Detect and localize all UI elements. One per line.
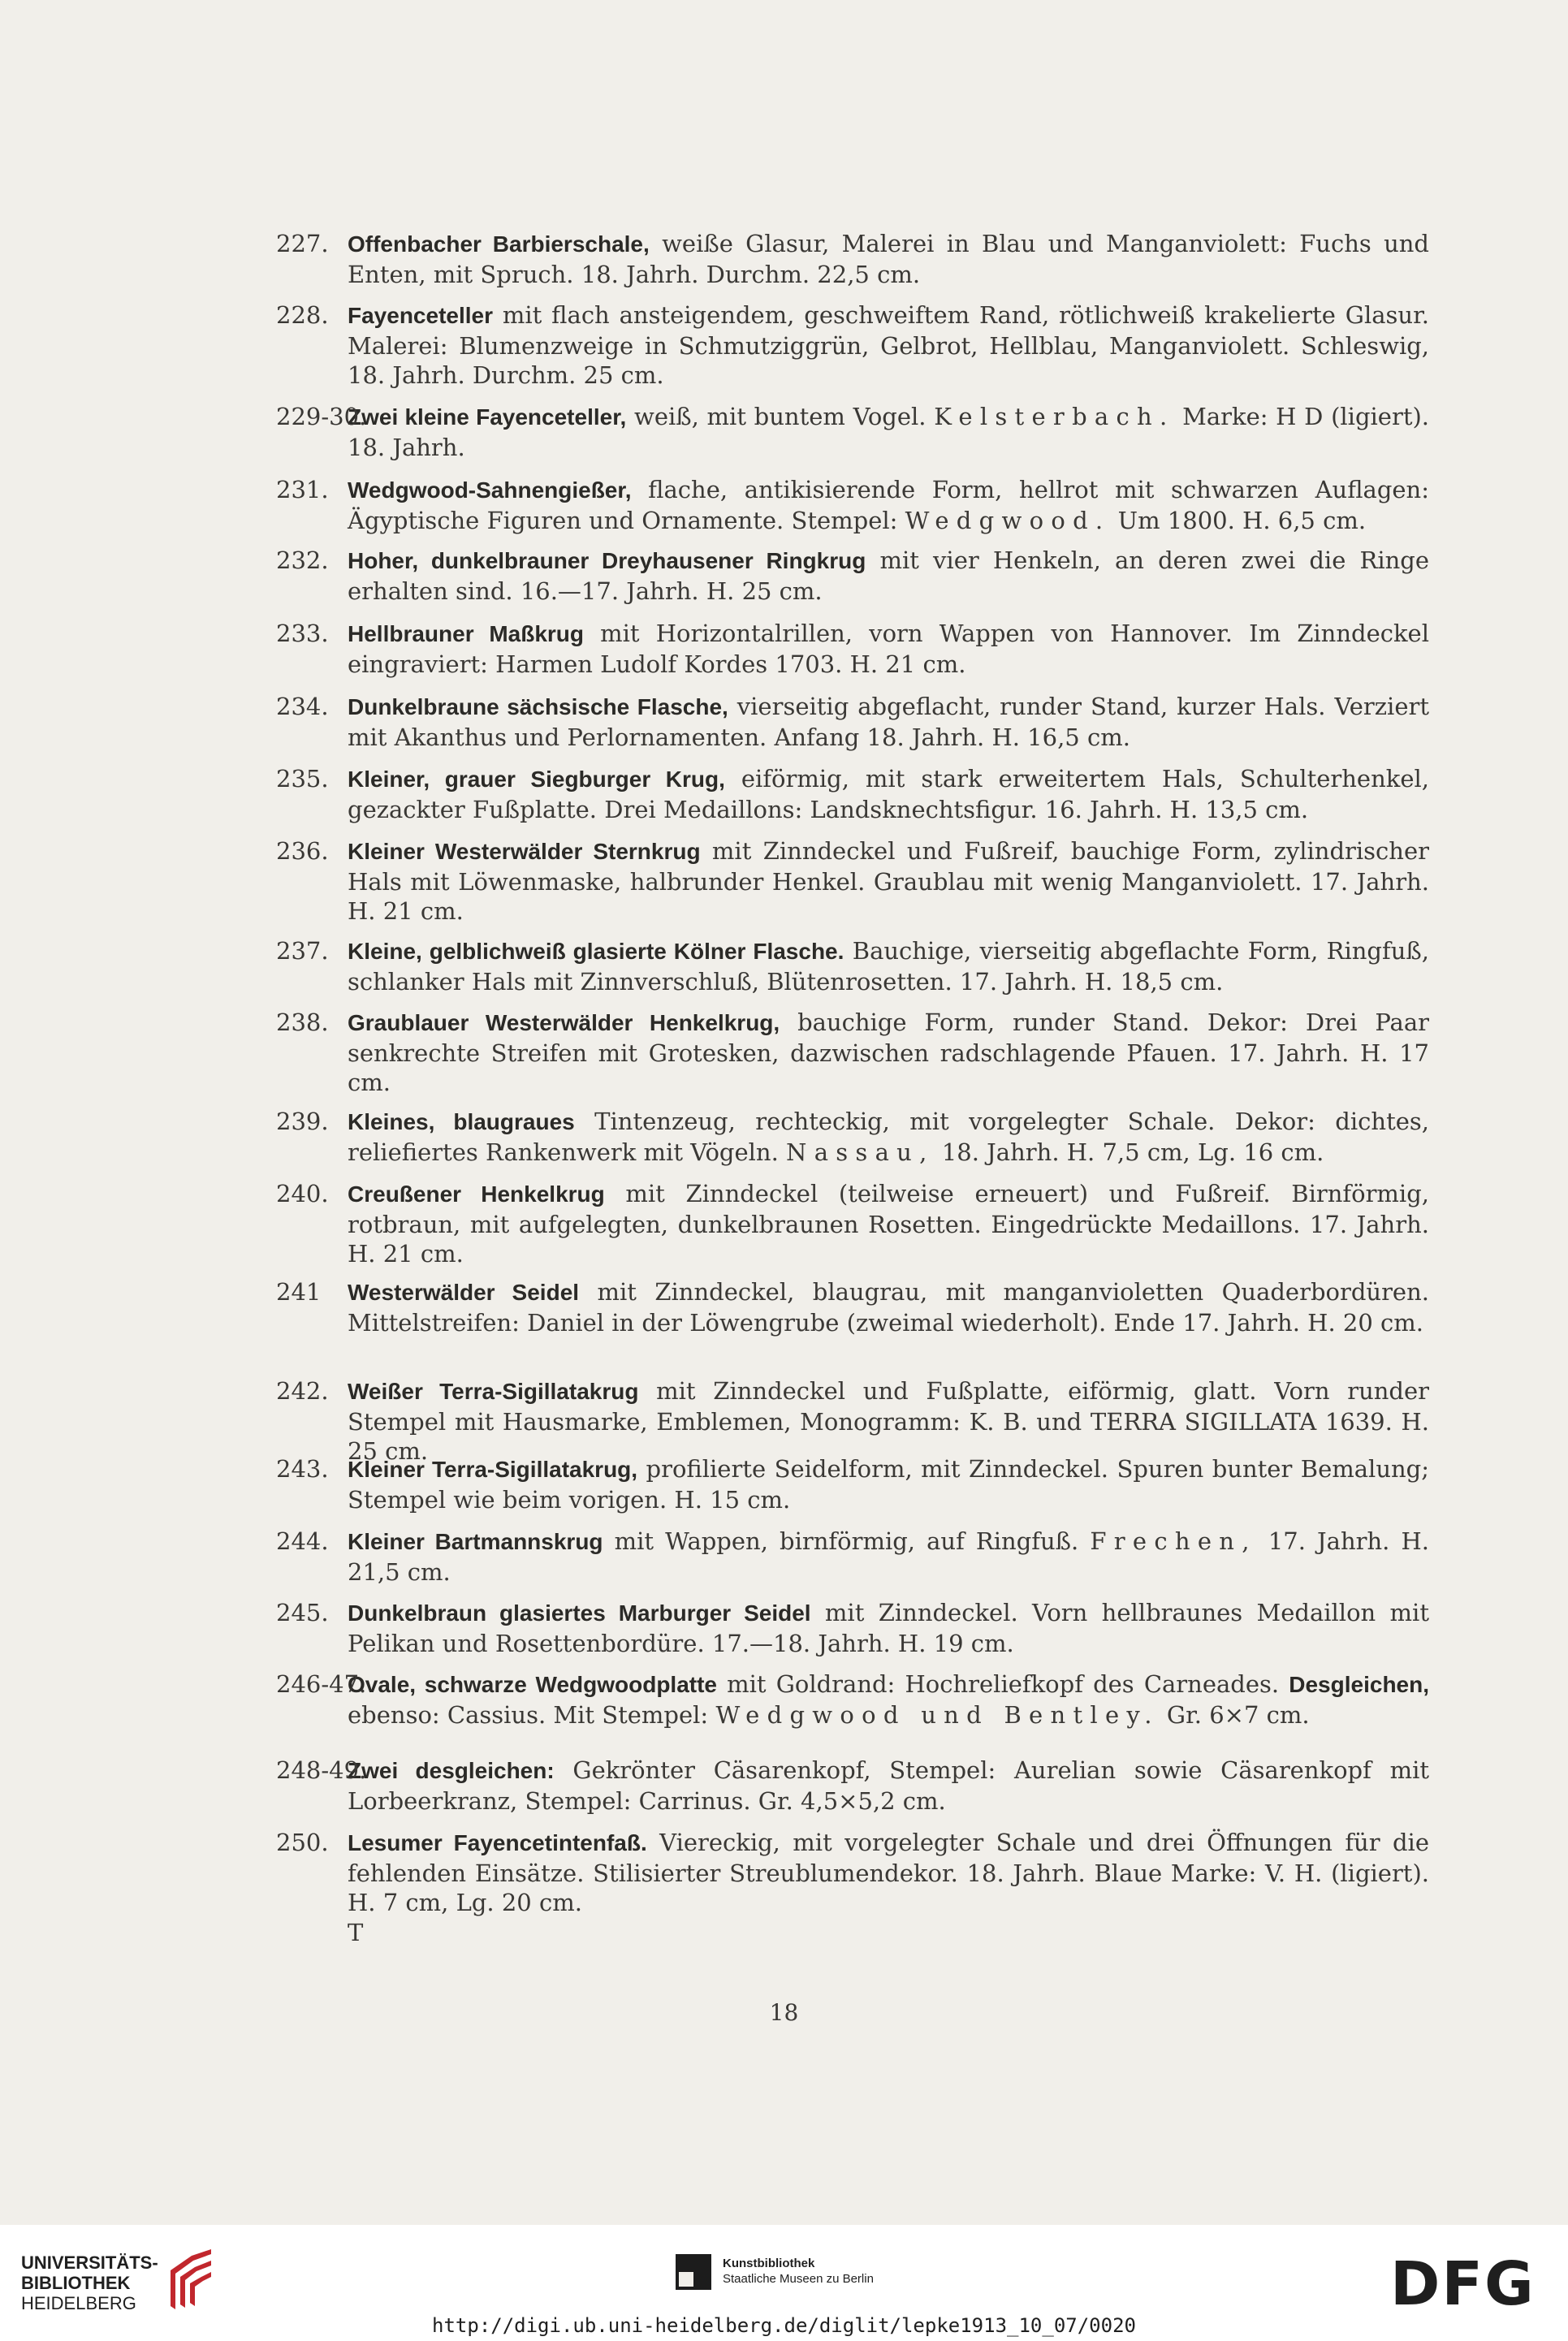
dfg-logo[interactable]: DFG bbox=[1390, 2249, 1536, 2319]
entry-description: mit Zinndeckel (teilweise erneuert) und Fußreif. Birnförmig, rotbraun, mit aufgelegten, dunkelbraunen Rosetten. Eingedrückte Medaillons. 17. Jahrh. H. 21 cm. bbox=[348, 1180, 1429, 1268]
catalog-entry bbox=[276, 1598, 1429, 1658]
entry-text bbox=[348, 1376, 1429, 1466]
entry-heading: Wedgwood-Sahnengießer, bbox=[348, 477, 632, 503]
catalog-entry bbox=[276, 475, 1429, 535]
entry-heading: Lesumer Fayencetintenfaß. bbox=[348, 1830, 647, 1855]
entry-text bbox=[348, 936, 1429, 996]
entry-description: mit Zinndeckel und Fußreif, bauchige Form, zylindrischer Hals mit Löwenmaske, halbrunder Henkel. Graublau mit wenig Manganviolett. 17. Jahrh. H. 21 cm. bbox=[348, 837, 1429, 925]
entry-description-cont: 18. Jahrh. H. 7,5 cm, Lg. 16 cm. bbox=[934, 1138, 1324, 1166]
catalog-entry bbox=[276, 1828, 1429, 1947]
library-name-line3: HEIDELBERG bbox=[21, 2293, 136, 2313]
catalog-entry bbox=[276, 1756, 1429, 1816]
entry-description: mit Wappen, birnförmig, auf Ringfuß. bbox=[603, 1527, 1091, 1555]
entry-heading: Fayenceteller bbox=[348, 303, 493, 328]
entry-text bbox=[348, 475, 1429, 535]
kunstbibliothek-text[interactable] bbox=[723, 2256, 874, 2287]
entry-description: eiförmig, mit stark erweitertem Hals, Schulterhenkel, gezackter Fußplatte. Drei Medaillons: Landsknechtsfigur. 16. Jahrh. H. 13,5 cm. bbox=[348, 765, 1429, 823]
entry-heading: Ovale, schwarze Wedgwoodplatte bbox=[348, 1672, 717, 1697]
entry-spaced-name: Frechen, bbox=[1090, 1527, 1257, 1555]
entry-heading: Kleiner, grauer Siegburger Krug, bbox=[348, 767, 725, 792]
entry-description: vierseitig abgeflacht, runder Stand, kurzer Hals. Verziert mit Akanthus und Perlornamenten. Anfang 18. Jahrh. H. 16,5 cm. bbox=[348, 693, 1429, 751]
entry-heading: Kleiner Westerwälder Sternkrug bbox=[348, 839, 701, 864]
catalog-entry bbox=[276, 764, 1429, 824]
entry-description-cont: Um 1800. H. 6,5 cm. bbox=[1110, 506, 1367, 534]
entry-number: 239. bbox=[276, 1108, 329, 1135]
entry-heading: Kleiner Terra-Sigillatakrug, bbox=[348, 1457, 638, 1482]
permalink-url[interactable]: http://digi.ub.uni-heidelberg.de/diglit/lepke1913_10_07/0020 bbox=[432, 2314, 1136, 2337]
entry-number: 245. bbox=[276, 1599, 329, 1626]
entry-description: mit vier Henkeln, an deren zwei die Ringe erhalten sind. 16.—17. Jahrh. H. 25 cm. bbox=[348, 546, 1430, 605]
library-name-line1: UNIVERSITÄTS- bbox=[21, 2252, 158, 2273]
entry-heading: Graublauer Westerwälder Henkelkrug, bbox=[348, 1010, 780, 1035]
entry-description-cont: ebenso: Cassius. Mit Stempel: bbox=[348, 1700, 716, 1729]
catalog-entry bbox=[276, 1454, 1429, 1514]
entry-spaced-name: Nassau, bbox=[786, 1138, 935, 1166]
entry-text bbox=[348, 1828, 1429, 1947]
entry-description: weiß, mit buntem Vogel. bbox=[626, 403, 935, 430]
entry-description: mit Goldrand: Hochreliefkopf des Carneades. bbox=[717, 1670, 1289, 1698]
entry-text bbox=[348, 619, 1429, 679]
entry-heading: Zwei kleine Fayenceteller, bbox=[348, 404, 627, 430]
entry-number: 240. bbox=[276, 1180, 329, 1207]
page-number: 18 bbox=[769, 1999, 799, 2026]
entry-text bbox=[348, 546, 1429, 606]
entry-number: 228. bbox=[276, 301, 329, 329]
entry-text bbox=[348, 1277, 1429, 1337]
entry-number: 235. bbox=[276, 765, 329, 793]
kb-subtitle: Staatliche Museen zu Berlin bbox=[723, 2272, 874, 2286]
catalog-entry bbox=[276, 692, 1429, 752]
entry-description-cont: Marke: H D (ligiert). 18. Jahrh. bbox=[348, 403, 1430, 461]
entry-text bbox=[348, 1756, 1429, 1816]
catalog-entry bbox=[276, 300, 1429, 391]
entry-number: 229-30. bbox=[276, 403, 367, 430]
entry-number: 227. bbox=[276, 230, 329, 257]
entry-heading-secondary: Desgleichen, bbox=[1289, 1672, 1429, 1697]
entry-heading: Hellbrauner Maßkrug bbox=[348, 621, 584, 646]
catalog-entry bbox=[276, 229, 1429, 289]
entry-description-cont: 17. Jahrh. H. 21,5 cm. bbox=[348, 1527, 1430, 1586]
entry-text bbox=[348, 300, 1429, 391]
footer-bar bbox=[0, 2225, 1568, 2341]
entry-number: 236. bbox=[276, 837, 329, 865]
entry-number: 237. bbox=[276, 937, 329, 965]
catalog-entry bbox=[276, 1669, 1429, 1730]
entry-number: 248-49. bbox=[276, 1756, 367, 1784]
catalog-entry bbox=[276, 1376, 1429, 1466]
entry-description: bauchige Form, runder Stand. Dekor: Drei Paar senkrechte Streifen mit Grotesken, dazwischen radschlagende Pfauen. 17. Jahrh. H. 17 cm. bbox=[348, 1009, 1429, 1096]
entry-heading: Kleines, blaugraues bbox=[348, 1109, 575, 1134]
entry-text bbox=[348, 836, 1429, 926]
entry-number: 246-47. bbox=[276, 1670, 367, 1698]
entry-description: flache, antikisierende Form, hellrot mit schwarzen Auflagen: Ägyptische Figuren und Ornamente. Stempel: bbox=[348, 476, 1429, 534]
entry-description: Gekrönter Cäsarenkopf, Stempel: Aurelian sowie Cäsarenkopf mit Lorbeerkranz, Stempel: Carrinus. Gr. 4,5×5,2 cm. bbox=[348, 1756, 1430, 1815]
entry-description-end: Gr. 6×7 cm. bbox=[1159, 1700, 1310, 1729]
entry-description: mit flach ansteigendem, geschweiftem Rand, rötlichweiß krakelierte Glasur. Malerei: Blumenzweige in Schmutziggrün, Gelbrot, Hellblau, Manganviolett. Schleswig, 18. Jahrh. Durchm. 25 cm. bbox=[348, 301, 1429, 389]
entry-text bbox=[348, 1454, 1429, 1514]
library-name-line2: BIBLIOTHEK bbox=[21, 2273, 131, 2293]
entry-spaced-name: Wedgwood und Bentley. bbox=[715, 1700, 1160, 1729]
entry-heading: Dunkelbraun glasiertes Marburger Seidel bbox=[348, 1600, 811, 1626]
entry-tail: T bbox=[348, 1918, 364, 1946]
entry-heading: Offenbacher Barbierschale, bbox=[348, 231, 650, 257]
entry-heading: Weißer Terra-Sigillatakrug bbox=[348, 1379, 639, 1404]
entry-number: 233. bbox=[276, 620, 329, 647]
catalog-entry bbox=[276, 546, 1429, 606]
entry-text bbox=[348, 1598, 1429, 1658]
entry-number: 244. bbox=[276, 1527, 329, 1555]
catalog-entry bbox=[276, 936, 1429, 996]
entry-number: 234. bbox=[276, 693, 329, 720]
catalog-entry bbox=[276, 1277, 1429, 1337]
entry-number: 242. bbox=[276, 1377, 329, 1405]
entry-number: 243. bbox=[276, 1455, 329, 1483]
entry-description: mit Zinndeckel und Fußplatte, eiförmig, glatt. Vorn runder Stempel mit Hausmarke, Emblemen, Monogramm: K. B. und TERRA SIGILLATA 1639. H. 25 cm. bbox=[348, 1377, 1430, 1465]
entry-text bbox=[348, 1527, 1429, 1587]
entry-heading: Zwei desgleichen: bbox=[348, 1758, 555, 1783]
entry-text bbox=[348, 1008, 1429, 1098]
entry-text bbox=[348, 764, 1429, 824]
entry-description: profilierte Seidelform, mit Zinndeckel. Spuren bunter Bemalung; Stempel wie beim vorigen. H. 15 cm. bbox=[348, 1455, 1430, 1514]
entry-number: 241 bbox=[276, 1278, 322, 1306]
entry-number: 232. bbox=[276, 546, 329, 574]
entry-description: Tintenzeug, rechteckig, mit vorgelegter Schale. Dekor: dichtes, reliefiertes Rankenwerk mit Vögeln. bbox=[348, 1108, 1429, 1166]
catalog-entry bbox=[276, 1107, 1429, 1167]
entry-text bbox=[348, 692, 1429, 752]
ub-heidelberg-logo-icon[interactable] bbox=[159, 2246, 216, 2311]
entry-description: weiße Glasur, Malerei in Blau und Manganviolett: Fuchs und Enten, mit Spruch. 18. Jahrh. Durchm. 22,5 cm. bbox=[348, 230, 1429, 288]
entry-spaced-name: Wedgwood. bbox=[905, 506, 1111, 534]
kb-name: Kunstbibliothek bbox=[723, 2257, 815, 2270]
entry-description: mit Zinndeckel, blaugrau, mit manganvioletten Quaderbordüren. Mittelstreifen: Daniel in der Löwengrube (zweimal wiederholt). Ende 17. Jahrh. H. 20 cm. bbox=[348, 1278, 1429, 1337]
entry-number: 231. bbox=[276, 476, 329, 503]
entry-number: 238. bbox=[276, 1009, 329, 1036]
entry-description: mit Horizontalrillen, vorn Wappen von Hannover. Im Zinndeckel eingraviert: Harmen Ludolf Kordes 1703. H. 21 cm. bbox=[348, 620, 1429, 678]
catalog-entry bbox=[276, 1527, 1429, 1587]
entry-heading: Kleiner Bartmannskrug bbox=[348, 1529, 603, 1554]
entry-number: 250. bbox=[276, 1829, 329, 1856]
entry-spaced-name: Kelsterbach. bbox=[934, 403, 1175, 430]
entry-text bbox=[348, 1669, 1429, 1730]
entry-heading: Kleine, gelblichweiß glasierte Kölner Flasche. bbox=[348, 939, 844, 964]
entry-description: Bauchige, vierseitig abgeflachte Form, Ringfuß, schlanker Hals mit Zinnverschluß, Blütenrosetten. 17. Jahrh. H. 18,5 cm. bbox=[348, 937, 1429, 996]
catalog-entry bbox=[276, 836, 1429, 926]
catalog-entry bbox=[276, 619, 1429, 679]
entry-heading: Westerwälder Seidel bbox=[348, 1280, 580, 1305]
entry-heading: Dunkelbraune sächsische Flasche, bbox=[348, 694, 728, 719]
catalog-entry bbox=[276, 1179, 1429, 1269]
entry-description: mit Zinndeckel. Vorn hellbraunes Medaillon mit Pelikan und Rosettenbordüre. 17.—18. Jahrh. H. 19 cm. bbox=[348, 1599, 1429, 1657]
catalog-entry bbox=[276, 1008, 1429, 1098]
entry-description: Viereckig, mit vorgelegter Schale und drei Öffnungen für die fehlenden Einsätze. Stilisierter Streublumendekor. 18. Jahrh. Blaue Marke: V. H. (ligiert). H. 7 cm, Lg. 20 cm. bbox=[348, 1829, 1429, 1916]
entry-text bbox=[348, 1179, 1429, 1269]
entry-text bbox=[348, 402, 1429, 462]
entry-heading: Hoher, dunkelbrauner Dreyhausener Ringkrug bbox=[348, 548, 866, 573]
entry-heading: Creußener Henkelkrug bbox=[348, 1181, 605, 1207]
entry-text bbox=[348, 1107, 1429, 1167]
catalog-entry bbox=[276, 402, 1429, 462]
entry-text bbox=[348, 229, 1429, 289]
kunstbibliothek-logo-icon[interactable] bbox=[676, 2254, 711, 2290]
ub-heidelberg-logo-text[interactable] bbox=[21, 2252, 158, 2313]
